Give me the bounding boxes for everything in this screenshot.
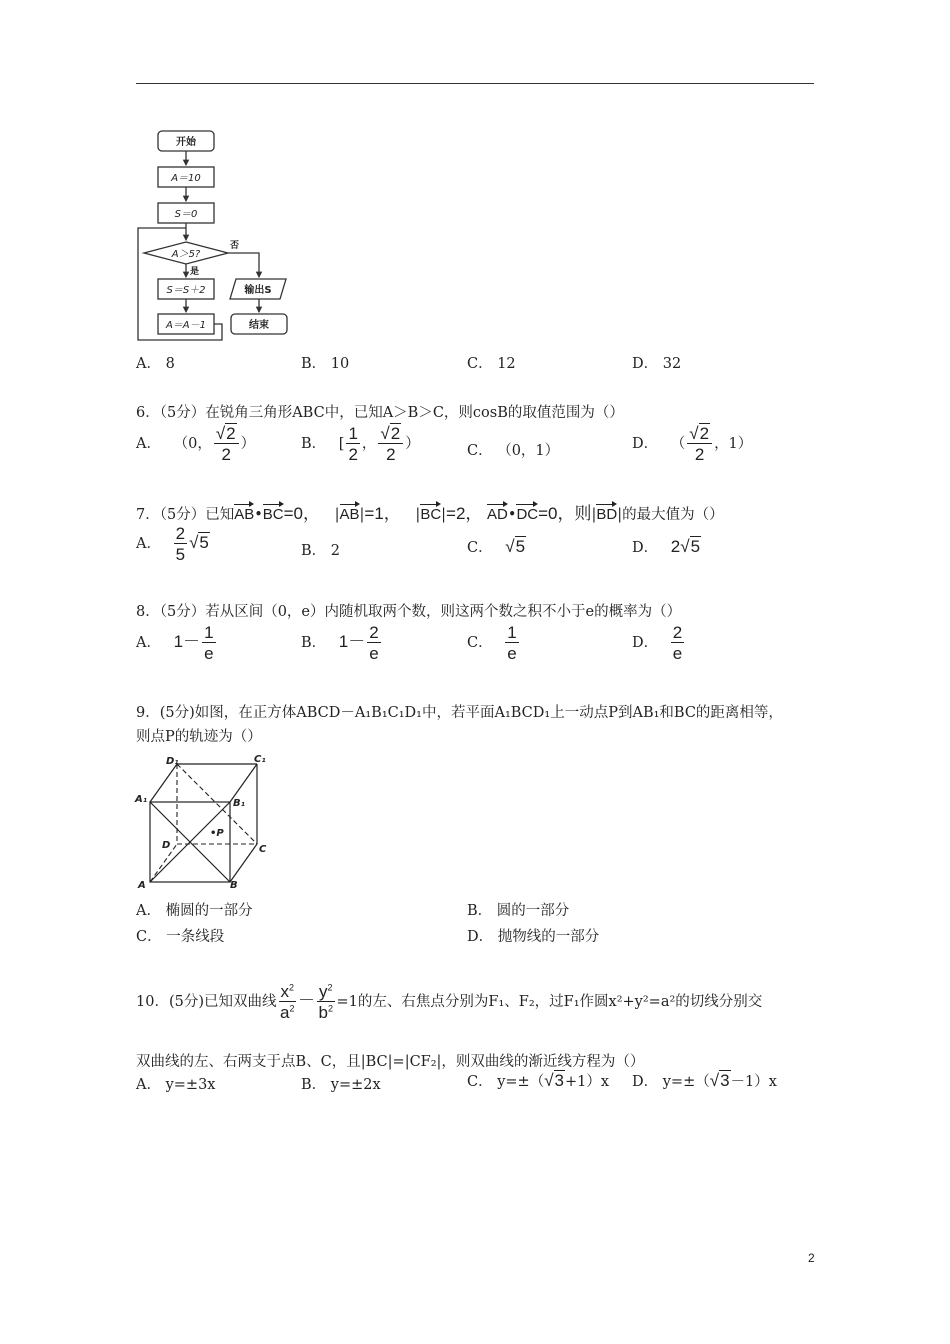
label-d1: D₁ [166,756,179,767]
label-a: A [138,880,146,891]
q6-option-a: A． （0， $\frac{√2}{2}$ ） [136,424,256,464]
q9-stem-line2: 则点P的轨迹为（） [136,729,262,745]
q9-option-a: A． 椭圆的一部分 [136,903,253,919]
a-update-text: A＝A－1 [165,320,207,331]
condition-text: A＞5? [171,249,201,260]
end-text: 结束 [249,320,269,331]
q7-option-c: C． √5 [467,537,526,556]
label-d: D [162,840,171,851]
q9-option-d: D． 抛物线的一部分 [467,929,600,945]
q8-stem: 8．（5分）若从区间（0，e）内随机取两个数，则这两个数之积不小于e的概率为（） [136,604,682,620]
q6-stem: 6．（5分）在锐角三角形ABC中，已知A＞B＞C，则cosB的取值范围为（） [136,405,624,421]
output-text: 输出S [244,285,272,296]
start-text: 开始 [176,137,196,148]
q5-option-b: B． 10 [301,356,350,372]
q7-stem: 7．（5分）已知AB•BC=0， |AB|=1， |BC|=2， AD•DC=0，则|BD|的最大值为（） [136,504,724,523]
header-rule [136,83,814,84]
q9-stem-line1: 9．(5分)如图，在正方体ABCD－A₁B₁C₁D₁中，若平面A₁BCD₁上一动点P到AB₁和BC的距离相等， [136,705,783,721]
q5-option-c: C． 12 [467,356,516,372]
page-number: 2 [808,1251,815,1265]
q6-option-b: B． [ $\frac{1}{2}$ ， $\frac{√2}{2}$ ） [301,424,420,464]
label-a1: A₁ [135,794,148,805]
q5-option-d: D． 32 [632,356,682,372]
q8-option-c: C． $\frac{1}{e}$ [467,623,517,663]
s-init-text: S＝0 [174,209,198,220]
label-c: C [259,844,267,855]
q10-stem-line1: 10．(5分)已知双曲线 $\frac{x^2}{a^2}$ － $\frac{y^2}{b^2}$ =1的左、右焦点分别为F₁、F₂，过F₁作圆x²+y²=a²的切线分别交 [136,982,763,1022]
q9-option-b: B． 圆的一部分 [467,903,570,919]
q10-option-a: A． y=±3x [136,1077,216,1093]
label-b: B [230,880,238,891]
q7-option-d: D． 2√5 [632,537,701,556]
label-p: •P [210,828,224,839]
flowchart-figure [134,126,304,346]
a-init-text: A＝10 [171,173,201,184]
q10-option-c: C． y=±（√3+1）x [467,1071,610,1090]
label-b1: B₁ [233,798,246,809]
q6-option-c: C． （0，1） [467,443,560,459]
q8-option-d: D． $\frac{2}{e}$ [632,623,683,663]
q7-option-b: B． 2 [301,543,340,559]
q8-option-a: A． 1－ $\frac{1}{e}$ [136,623,214,663]
q10-option-d: D． y=±（√3－1）x [632,1071,777,1090]
label-c1: C₁ [254,754,266,765]
q7-option-a: A． $\frac{2}{5}$ √5 [136,524,209,564]
cube-figure [132,752,277,892]
q10-option-b: B． y=±2x [301,1077,381,1093]
q5-option-a: A． 8 [136,356,175,372]
q9-option-c: C． 一条线段 [136,929,225,945]
q8-option-b: B． 1－ $\frac{2}{e}$ [301,623,379,663]
yes-label: 是 [190,267,200,277]
s-update-text: S＝S＋2 [166,285,206,296]
q10-stem-line2: 双曲线的左、右两支于点B、C，且|BC|=|CF₂|，则双曲线的渐近线方程为（） [136,1054,645,1070]
no-label: 否 [230,241,240,251]
q6-option-d: D． （ $\frac{√2}{2}$ ，1） [632,424,753,464]
